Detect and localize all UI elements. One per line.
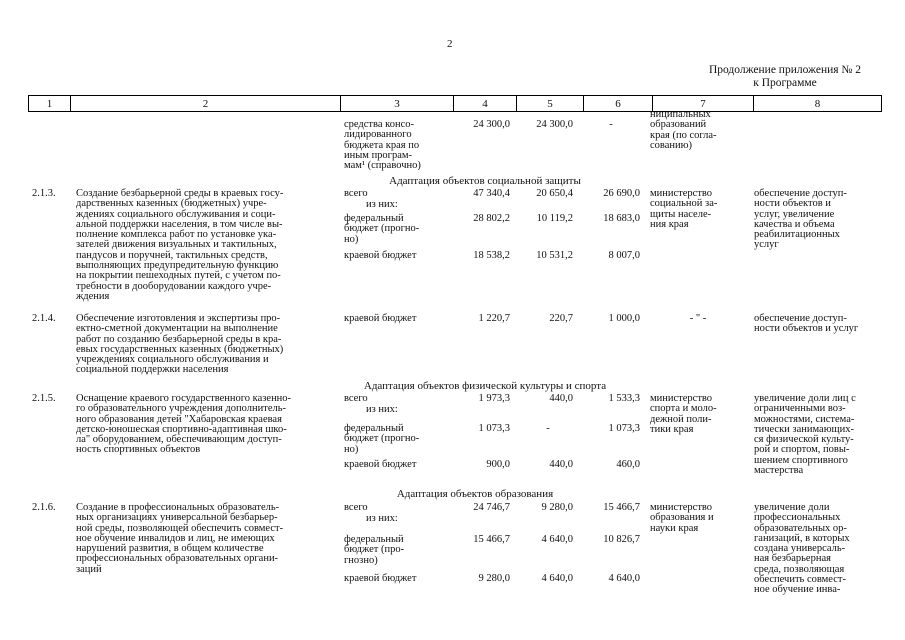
regional-col4-2-1-5: 900,0 bbox=[486, 459, 510, 470]
total-col4-2-1-5: 1 973,3 bbox=[478, 393, 510, 404]
source-federal-2-1-6: федеральный бюджет (про- гнозно) bbox=[344, 534, 405, 566]
result-2-1-6: увеличение доли профессиональных образовательных ор- ганизаций, в которых создана универсаль- ная безбарьерная среда, позволяющая обеспечить совмест- ное обучение инва- bbox=[754, 502, 850, 596]
row-number-2-1-6: 2.1.6. bbox=[32, 502, 56, 513]
source-regional-2-1-3: краевой бюджет bbox=[344, 250, 417, 261]
federal-col5-2-1-3: 10 119,2 bbox=[536, 213, 573, 224]
regional-col5-2-1-5: 440,0 bbox=[549, 459, 573, 470]
column-header-table bbox=[28, 95, 882, 112]
executor-2-1-5: министерство спорта и моло- дежной поли- тики края bbox=[650, 393, 717, 435]
source-total-2-1-6: всего bbox=[344, 502, 368, 513]
executor-2-1-3: министерство социальной за- щиты населе- ния края bbox=[650, 188, 718, 230]
cont-executor: ниципальных образований края (по согла- сованию) bbox=[650, 109, 717, 151]
regional-col6-2-1-4: 1 000,0 bbox=[608, 313, 640, 324]
federal-col4-2-1-6: 15 466,7 bbox=[473, 534, 510, 545]
source-federal-2-1-5: федеральный бюджет (прогно- но) bbox=[344, 423, 420, 455]
cont-value-4: 24 300,0 bbox=[473, 119, 510, 130]
column-header-3: 3 bbox=[341, 96, 454, 112]
cont-source: средства консо- лидированного бюджета края по иным програм- мам¹ (справочно) bbox=[344, 119, 421, 172]
row-description-2-1-3: Создание безбарьерной среды в краевых госу- дарственных казенных (бюджетных) учре- ждениях социального обслуживания и соци- альной поддержки населения, в том числе вы- полнение комплекса работ по установке ука- зателей движения визуальных и тактильных, пандусов и поручней, тактильных средств, выполняющих предупредительную функцию на покрытии пешеходных путей, с учетом по- требности в дооборудовании каждого учре- ждения bbox=[76, 188, 284, 302]
federal-col6-2-1-5: 1 073,3 bbox=[608, 423, 640, 434]
section-title-education: Адаптация объектов образования bbox=[396, 488, 554, 500]
federal-col4-2-1-5: 1 073,3 bbox=[478, 423, 510, 434]
row-description-2-1-6: Создание в профессиональных образователь- ных организациях универсальной безбарьер- ной среды, позволяющей обеспечить совмест- ное обучение инвалидов и лиц, не имеющих нарушений развития, в общем количестве профессиональных образовательных органи- заций bbox=[76, 502, 284, 575]
source-of-2-1-3: из них: bbox=[366, 199, 398, 210]
federal-col6-2-1-3: 18 683,0 bbox=[603, 213, 640, 224]
source-total-2-1-5: всего bbox=[344, 393, 368, 404]
cont-value-5: 24 300,0 bbox=[536, 119, 573, 130]
total-col6-2-1-6: 15 466,7 bbox=[603, 502, 640, 513]
column-header-8: 8 bbox=[754, 96, 882, 112]
federal-col4-2-1-3: 28 802,2 bbox=[473, 213, 510, 224]
federal-col5-2-1-6: 4 640,0 bbox=[541, 534, 573, 545]
regional-col5-2-1-6: 4 640,0 bbox=[541, 573, 573, 584]
federal-col5-2-1-5: - bbox=[546, 423, 550, 434]
total-col6-2-1-3: 26 690,0 bbox=[603, 188, 640, 199]
cont-value-6: - bbox=[609, 119, 613, 130]
source-regional-2-1-4: краевой бюджет bbox=[344, 313, 417, 324]
regional-col5-2-1-3: 10 531,2 bbox=[536, 250, 573, 261]
row-description-2-1-5: Оснащение краевого государственного казенно- го образовательного учреждения дополнитель- ного образования детей "Хабаровская краевая детско-юношеская спортивно-адаптивная шко- ла" оборудованием, обеспечивающим доступ- ность спортивных объектов bbox=[76, 393, 292, 456]
regional-col6-2-1-3: 8 007,0 bbox=[608, 250, 640, 261]
appendix-header-line2: к Программе bbox=[753, 77, 817, 89]
source-of-2-1-6: из них: bbox=[366, 513, 398, 524]
source-regional-2-1-6: краевой бюджет bbox=[344, 573, 417, 584]
row-number-2-1-4: 2.1.4. bbox=[32, 313, 56, 324]
source-total-2-1-3: всего bbox=[344, 188, 368, 199]
federal-col6-2-1-6: 10 826,7 bbox=[603, 534, 640, 545]
total-col4-2-1-3: 47 340,4 bbox=[473, 188, 510, 199]
column-header-row bbox=[29, 96, 882, 112]
regional-col4-2-1-4: 1 220,7 bbox=[478, 313, 510, 324]
total-col5-2-1-3: 20 650,4 bbox=[536, 188, 573, 199]
source-regional-2-1-5: краевой бюджет bbox=[344, 459, 417, 470]
total-col6-2-1-5: 1 533,3 bbox=[608, 393, 640, 404]
regional-col5-2-1-4: 220,7 bbox=[549, 313, 573, 324]
row-description-2-1-4: Обеспечение изготовления и экспертизы про- ектно-сметной документации на выполнение работ по созданию безбарьерной среды в кра- евых государственных казенных (бюджетных) учреждениях социального обслуживания и социальной поддержки населения bbox=[76, 313, 284, 376]
regional-col6-2-1-5: 460,0 bbox=[616, 459, 640, 470]
total-col4-2-1-6: 24 746,7 bbox=[473, 502, 510, 513]
regional-col6-2-1-6: 4 640,0 bbox=[608, 573, 640, 584]
column-header-4: 4 bbox=[454, 96, 517, 112]
column-header-7: 7 bbox=[653, 96, 754, 112]
executor-2-1-6: министерство образования и науки края bbox=[650, 502, 714, 534]
result-2-1-3: обеспечение доступ- ности объектов и услуг, увеличение качества и объема реабилитационных услуг bbox=[754, 188, 847, 251]
column-header-2: 2 bbox=[71, 96, 341, 112]
regional-col4-2-1-6: 9 280,0 bbox=[478, 573, 510, 584]
column-header-5: 5 bbox=[517, 96, 584, 112]
source-of-2-1-5: из них: bbox=[366, 404, 398, 415]
appendix-header-line1: Продолжение приложения № 2 bbox=[708, 64, 862, 76]
column-header-6: 6 bbox=[584, 96, 653, 112]
total-col5-2-1-6: 9 280,0 bbox=[541, 502, 573, 513]
row-number-2-1-5: 2.1.5. bbox=[32, 393, 56, 404]
appendix-header bbox=[690, 64, 880, 90]
section-title-social: Адаптация объектов социальной защиты bbox=[389, 175, 581, 187]
result-2-1-5: увеличение доли лиц с ограниченными воз- можностями, система- тически занимающих- ся физической культу- рой и спортом, повы- шением спортивного мастерства bbox=[754, 393, 856, 477]
page-number: 2 bbox=[447, 38, 453, 50]
column-header-1: 1 bbox=[29, 96, 71, 112]
executor-2-1-4: - " - bbox=[689, 313, 707, 324]
result-2-1-4: обеспечение доступ- ности объектов и услуг bbox=[754, 313, 859, 335]
source-federal-2-1-3: федеральный бюджет (прогно- но) bbox=[344, 213, 420, 245]
section-title-sport: Адаптация объектов физической культуры и спорта bbox=[363, 380, 607, 392]
total-col5-2-1-5: 440,0 bbox=[549, 393, 573, 404]
row-number-2-1-3: 2.1.3. bbox=[32, 188, 56, 199]
regional-col4-2-1-3: 18 538,2 bbox=[473, 250, 510, 261]
